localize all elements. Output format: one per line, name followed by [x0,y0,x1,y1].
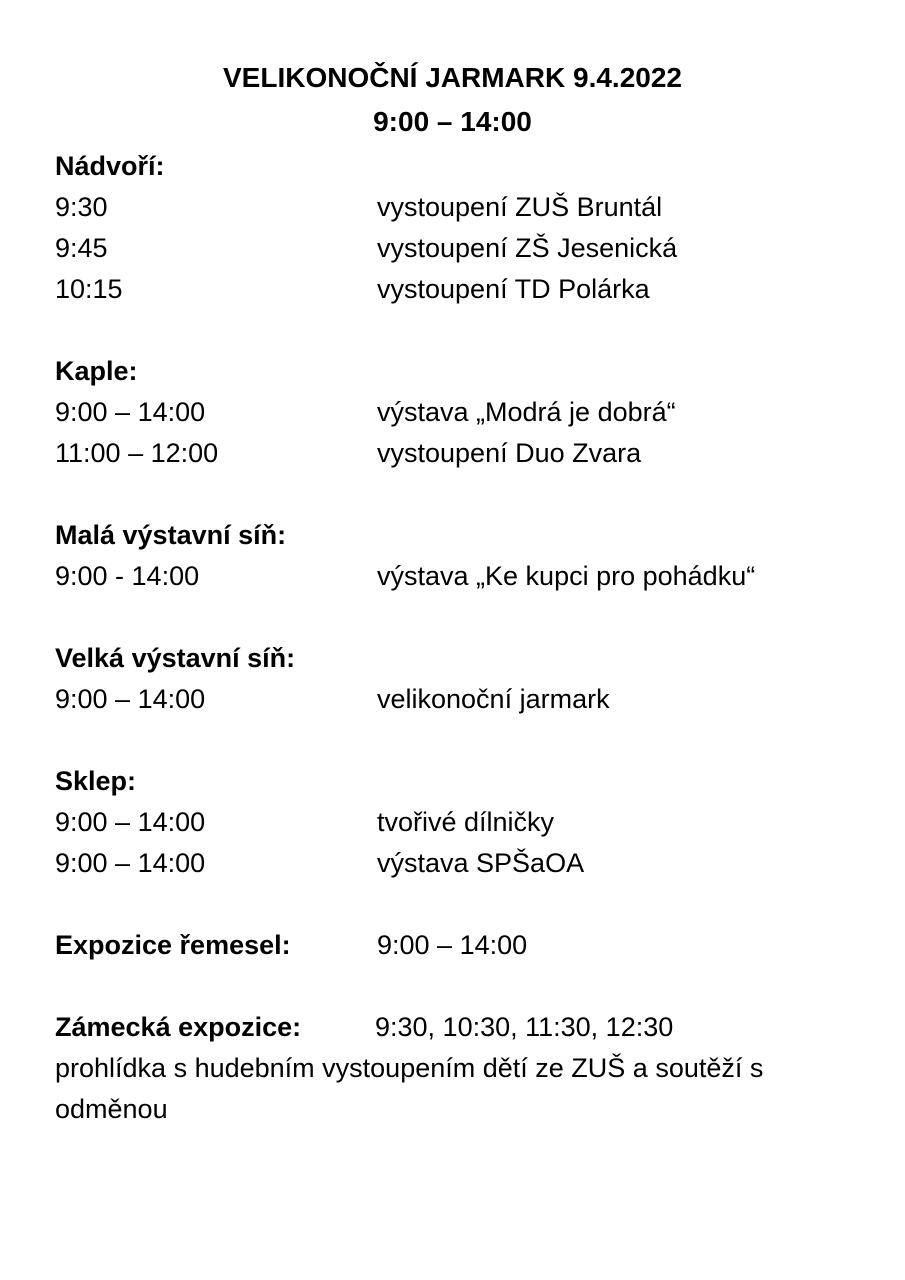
row-time: 10:15 [55,274,123,304]
row-event: vystoupení ZUŠ Bruntál [377,192,663,222]
schedule-row [55,556,875,597]
row-time: 9:00 – 14:00 [55,684,206,714]
row-time: 9:00 – 14:00 [55,397,206,427]
document-subtitle-time: 9:00 – 14:00 [373,106,532,137]
row-event: výstava „Ke kupci pro pohádku“ [377,561,756,591]
row-time: 9:00 – 14:00 [55,807,206,837]
section-heading: Malá výstavní síň: [55,520,287,550]
row-event: výstava „Modrá je dobrá“ [377,397,676,427]
row-time: 9:45 [55,233,108,263]
section-heading: Zámecká expozice: [55,1012,302,1042]
tour-note: prohlídka s hudebním vystoupením dětí ze ZUŠ a soutěží s odměnou [55,1053,764,1124]
row-event: tvořivé dílničky [377,807,555,837]
row-event: velikonoční jarmark [377,684,610,714]
section-heading: Expozice řemesel: [55,930,291,960]
section-zamecka-expozice [55,1007,875,1130]
schedule-row [55,433,875,474]
schedule-row [55,925,875,966]
schedule-row [55,843,875,884]
row-event: vystoupení Duo Zvara [377,438,642,468]
schedule-row [55,228,875,269]
section-sklep [55,761,875,884]
section-mala-vystavni-sin [55,515,875,597]
section-heading: Sklep: [55,766,137,796]
row-time: 9:30 [55,192,108,222]
section-velka-vystavni-sin [55,638,875,720]
schedule-row [55,1007,875,1048]
row-event: vystoupení ZŠ Jesenická [377,233,678,263]
section-heading: Nádvoří: [55,151,165,181]
row-time: 9:00 – 14:00 [377,930,528,960]
section-kaple [55,351,875,474]
row-event: výstava SPŠaOA [377,848,585,878]
row-time: 11:00 – 12:00 [55,438,219,468]
schedule-row [55,187,875,228]
row-times: 9:30, 10:30, 11:30, 12:30 [375,1012,674,1042]
row-time: 9:00 – 14:00 [55,848,206,878]
section-nadvori [55,146,875,310]
schedule-row [55,392,875,433]
schedule-row [55,679,875,720]
schedule-row [55,269,875,310]
row-event: vystoupení TD Polárka [377,274,650,304]
section-expozice-remesel [55,925,875,966]
schedule-content [55,146,875,1130]
schedule-row [55,802,875,843]
section-heading: Velká výstavní síň: [55,643,296,673]
section-heading: Kaple: [55,356,138,386]
row-time: 9:00 - 14:00 [55,561,200,591]
document-title: VELIKONOČNÍ JARMARK 9.4.2022 [222,62,682,93]
